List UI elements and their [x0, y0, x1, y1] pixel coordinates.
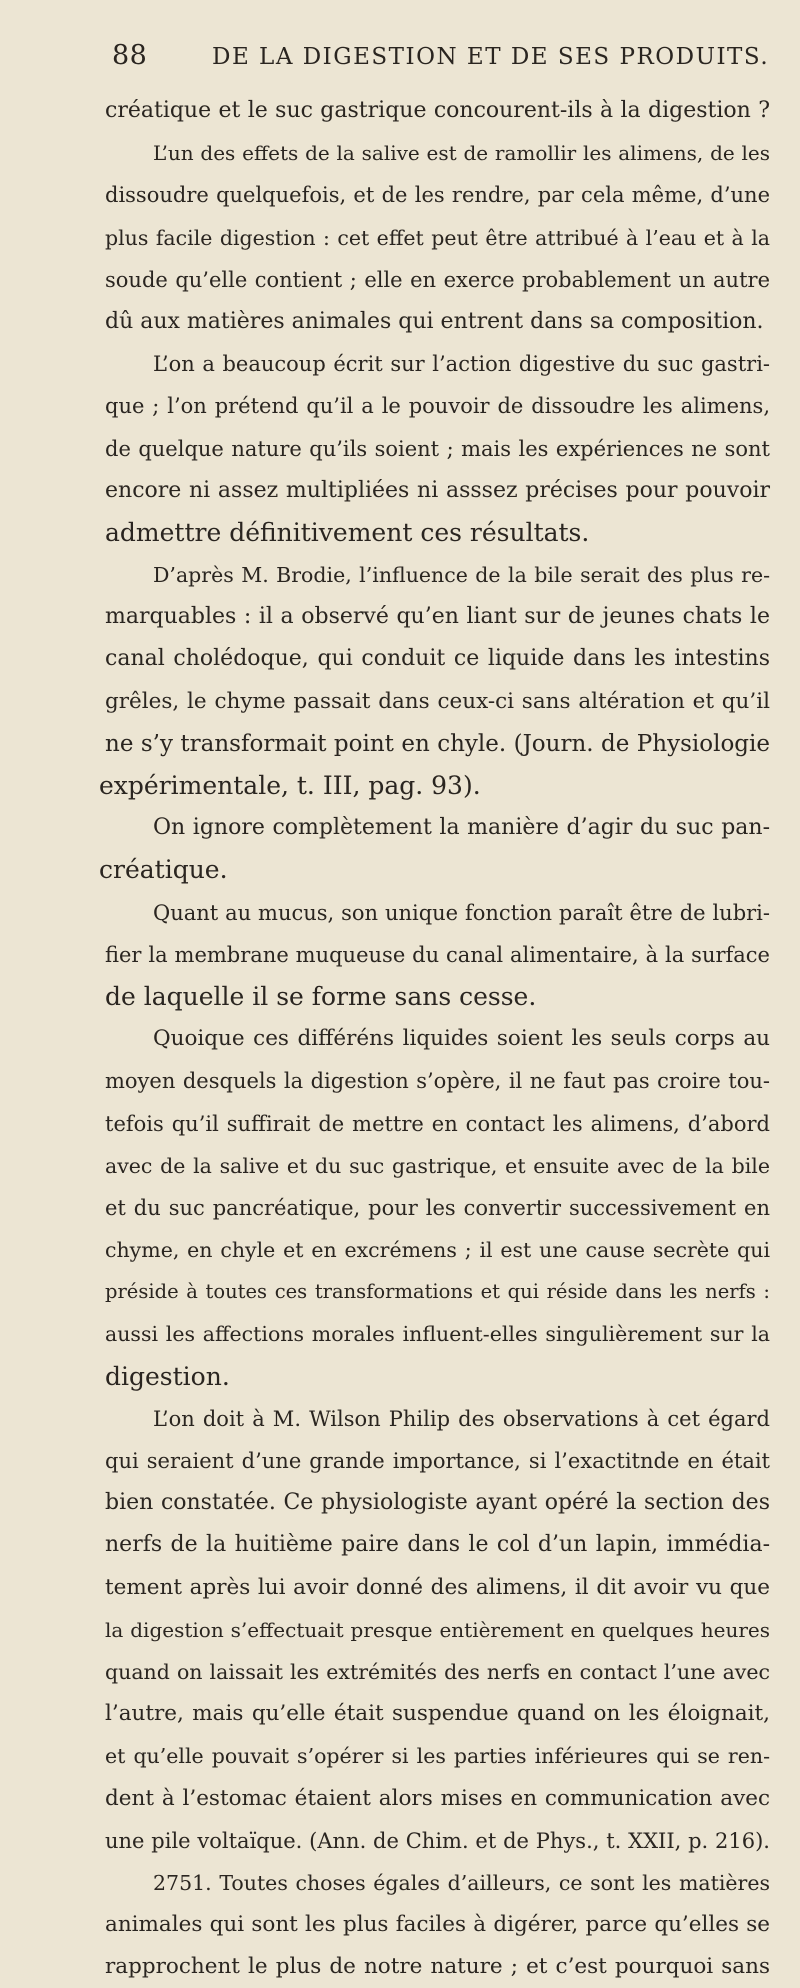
- text-line: aussi les affections morales influent-elles singulièrement sur la: [105, 1322, 770, 1347]
- text-line: dû aux matières animales qui entrent dans sa composition.: [105, 308, 764, 334]
- text-line: ne s’y transformait point en chyle. (Journ. de Physiologie: [105, 730, 770, 757]
- text-line: la digestion s’effectuait presque entièrement en quelques heures: [105, 1617, 770, 1642]
- text-line: avec de la salive et du suc gastrique, et ensuite avec de la bile: [105, 1153, 770, 1178]
- text-line: 2751. Toutes choses égales d’ailleurs, ce sont les matières: [153, 1870, 770, 1895]
- text-line: de laquelle il se forme sans cesse.: [105, 981, 537, 1011]
- text-line: qui seraient d’une grande importance, si l’exactitnde en était: [105, 1449, 770, 1473]
- text-line: L’on a beaucoup écrit sur l’action digestive du suc gastri-: [153, 352, 770, 377]
- text-line: animales qui sont les plus faciles à digérer, parce qu’elles se: [105, 1912, 770, 1938]
- text-line: que ; l’on prétend qu’il a le pouvoir de dissoudre les alimens,: [105, 394, 770, 419]
- text-line: On ignore complètement la manière d’agir du suc pan-: [153, 815, 770, 841]
- text-line: marquables : il a observé qu’en liant sur de jeunes chats le: [105, 604, 770, 630]
- page-header: [112, 40, 770, 80]
- text-line: dent à l’estomac étaient alors mises en communication avec: [105, 1785, 770, 1811]
- text-line: soude qu’elle contient ; elle en exerce probablement un autre: [105, 267, 770, 292]
- text-line: nerfs de la huitième paire dans le col d’un lapin, immédia-: [105, 1532, 770, 1558]
- text-line: préside à toutes ces transformations et qui réside dans les nerfs :: [105, 1280, 770, 1304]
- text-line: digestion.: [105, 1361, 230, 1391]
- text-line: rapprochent le plus de notre nature ; et c’est pourquoi sans: [105, 1954, 770, 1980]
- body-text: [99, 90, 770, 1988]
- text-line: et du suc pancréatique, pour les convertir successivement en: [105, 1195, 770, 1220]
- text-line: et qu’elle pouvait s’opérer si les parties inférieures qui se ren-: [105, 1744, 770, 1769]
- running-title: DE LA DIGESTION ET DE SES PRODUITS.: [212, 44, 770, 70]
- text-line: expérimentale, t. III, pag. 93).: [99, 771, 481, 800]
- text-line: l’autre, mais qu’elle était suspendue quand on les éloignait,: [105, 1701, 770, 1727]
- text-line: Quant au mucus, son unique fonction paraît être de lubri-: [153, 900, 770, 925]
- text-line: moyen desquels la digestion s’opère, il ne faut pas croire tou-: [105, 1069, 770, 1094]
- text-line: L’on doit à M. Wilson Philip des observations à cet égard: [153, 1406, 770, 1431]
- text-line: tefois qu’il suffirait de mettre en contact les alimens, d’abord: [105, 1111, 770, 1136]
- text-line: fier la membrane muqueuse du canal alimentaire, à la surface: [105, 942, 770, 967]
- text-line: chyme, en chyle et en excrémens ; il est une cause secrète qui: [105, 1238, 770, 1263]
- text-line: admettre définitivement ces résultats.: [105, 517, 590, 547]
- text-line: bien constatée. Ce physiologiste ayant opéré la section des: [105, 1490, 770, 1516]
- text-line: créatique et le suc gastrique concourent-ils à la digestion ?: [105, 98, 770, 123]
- text-line: une pile voltaïque. (Ann. de Chim. et de Phys., t. XXII, p. 216).: [105, 1828, 770, 1853]
- text-line: tement après lui avoir donné des alimens, il dit avoir vu que: [105, 1574, 770, 1600]
- text-line: canal cholédoque, qui conduit ce liquide dans les intestins: [105, 646, 770, 672]
- text-line: grêles, le chyme passait dans ceux-ci sans altération et qu’il: [105, 688, 770, 714]
- text-line: quand on laissait les extrémités des nerfs en contact l’une avec: [105, 1659, 770, 1684]
- page-number: 88: [112, 40, 148, 71]
- text-line: plus facile digestion : cet effet peut être attribué à l’eau et à la: [105, 225, 770, 250]
- text-line: Quoique ces différéns liquides soient les seuls corps au: [153, 1026, 770, 1052]
- text-line: encore ni assez multipliées ni asssez précises pour pouvoir: [105, 477, 770, 503]
- text-line: L’un des effets de la salive est de ramollir les alimens, de les: [153, 141, 770, 166]
- text-line: de quelque nature qu’ils soient ; mais les expériences ne sont: [105, 436, 770, 461]
- text-line: D’après M. Brodie, l’influence de la bile serait des plus re-: [153, 563, 770, 588]
- text-line: créatique.: [99, 855, 228, 885]
- text-line: dissoudre quelquefois, et de les rendre, par cela même, d’une: [105, 183, 770, 208]
